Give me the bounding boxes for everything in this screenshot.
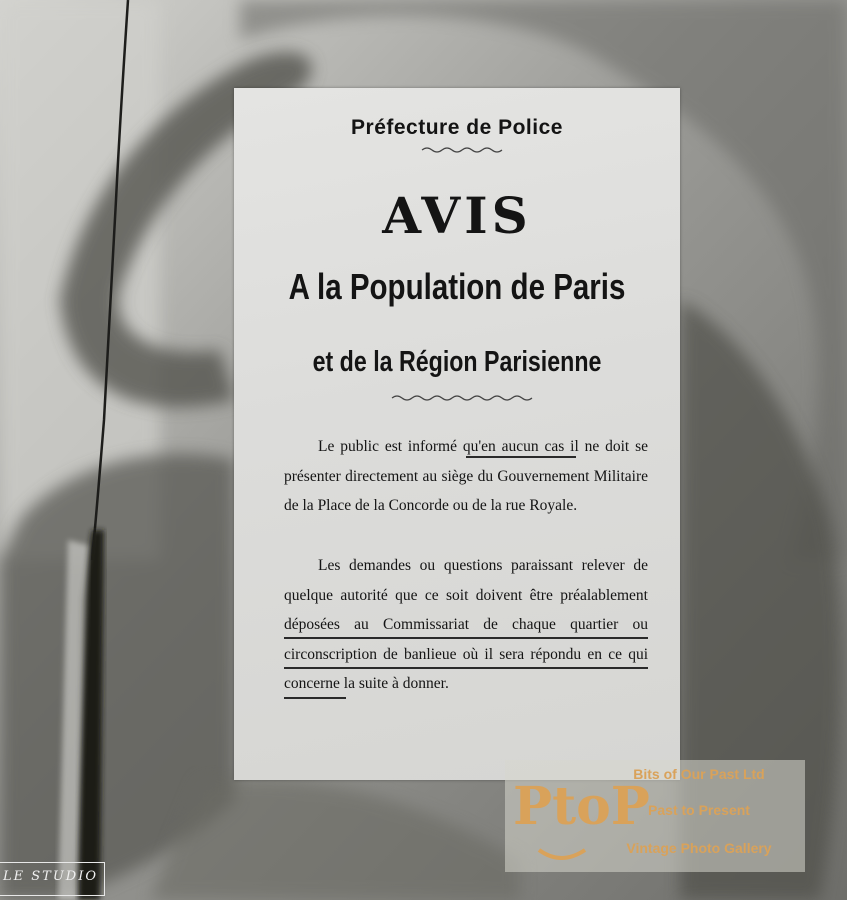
watermark-line-2: Past to Present	[648, 802, 750, 818]
poster-paragraph-1: Le public est informé qu'en aucun cas il ne doit se présenter directement au siège du Gouvernement Militaire de la Place de la Concorde ou de la rue Royale.	[284, 438, 648, 514]
gallery-watermark	[505, 760, 805, 872]
underline-mark	[284, 637, 648, 639]
watermark-line-3: Vintage Photo Gallery	[626, 840, 772, 856]
underline-mark	[284, 667, 648, 669]
studio-stamp: LE STUDIO	[0, 862, 105, 896]
poster-paragraph-2: Les demandes ou questions paraissant relever de quelque autorité que ce soit doivent être préalablement déposées au Commissariat de chaque quartier ou circonscription de banlieue où il sera répondu en ce qui concerne la suite à donner.	[284, 557, 648, 692]
watermark-line-1: Bits of Our Past Ltd	[633, 766, 765, 782]
heading-wavy-rule	[422, 146, 502, 154]
logo-letter: PtoP	[513, 776, 650, 837]
poster-heading: Préfecture de Police	[351, 116, 563, 139]
poster-subtitle-1: A la Population de Paris	[288, 266, 626, 307]
subtitle-wavy-rule	[392, 394, 532, 402]
poster-title: AVIS	[382, 186, 532, 245]
ptop-logo	[511, 762, 650, 870]
notice-poster	[234, 88, 680, 780]
poster-subtitle-2: et de la Région Parisienne	[312, 346, 602, 378]
underline-mark	[284, 697, 346, 699]
underline-mark	[466, 456, 576, 458]
